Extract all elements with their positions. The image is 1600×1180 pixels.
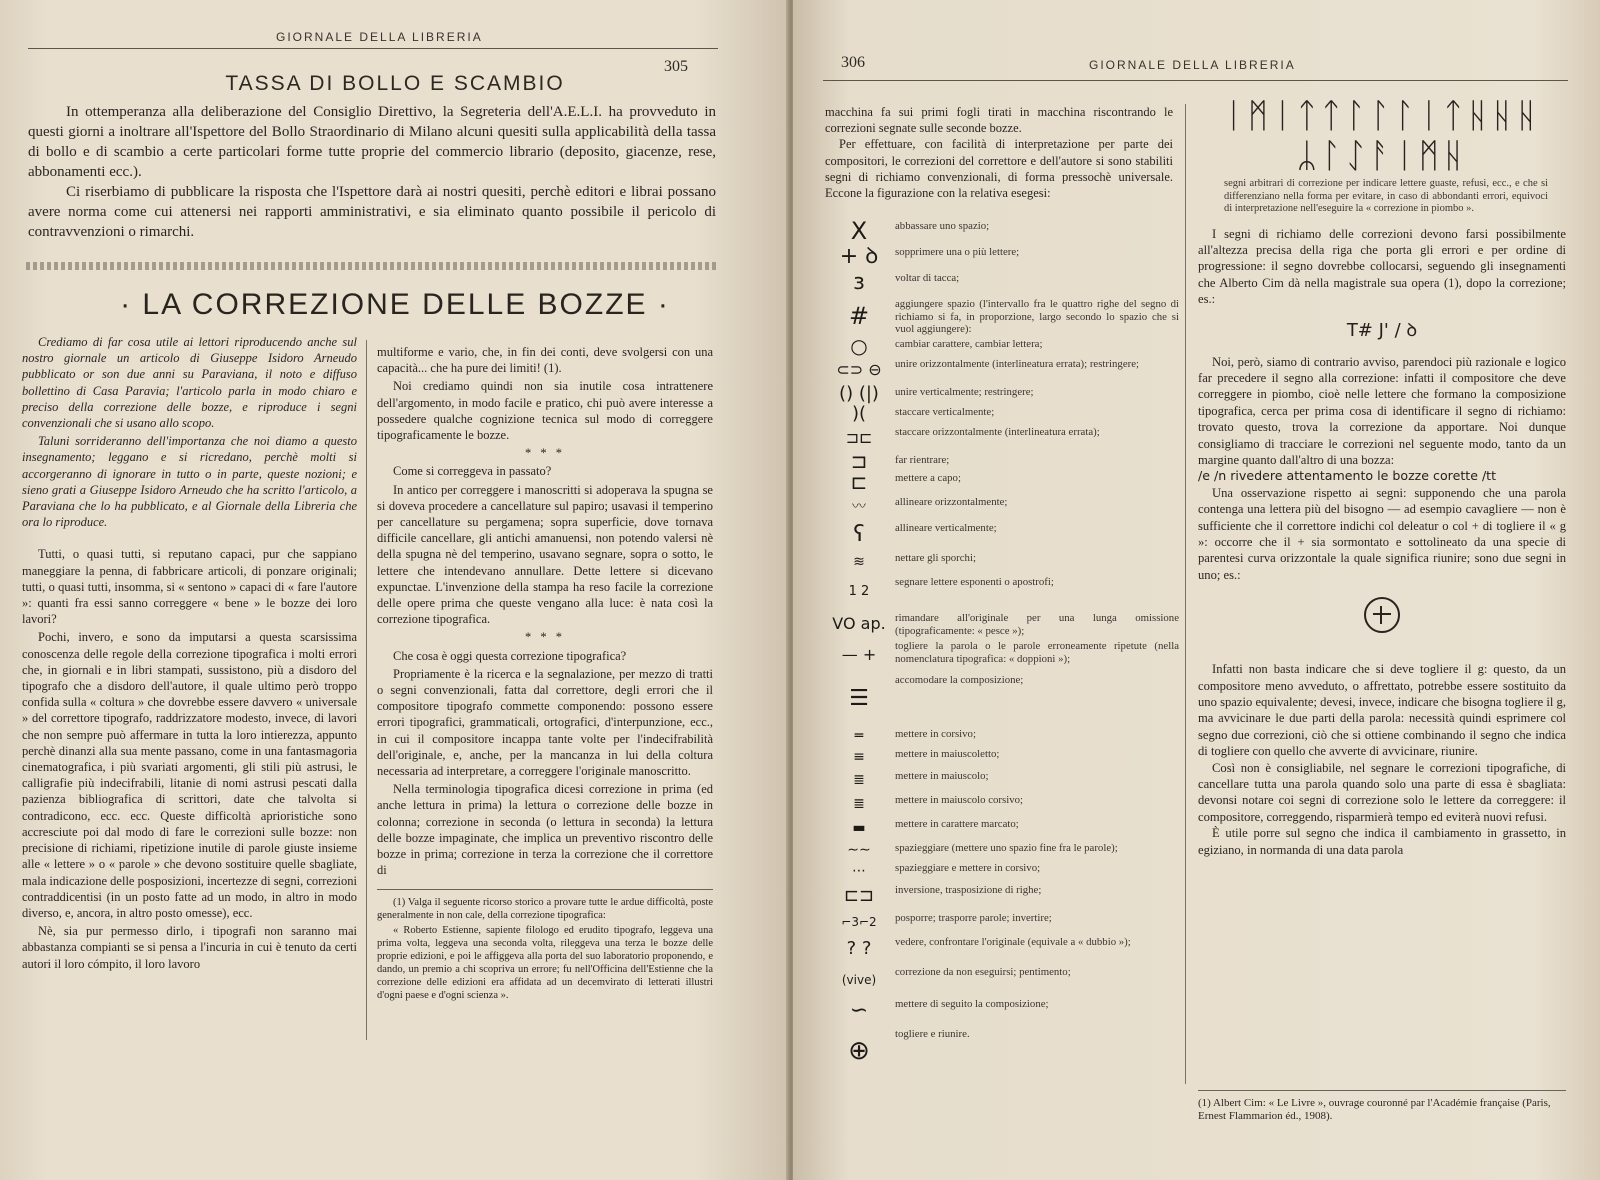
proof-sign-glyph: ʕ bbox=[853, 522, 865, 547]
proof-sign-row bbox=[823, 934, 1179, 964]
proof-sign-row bbox=[823, 726, 1179, 746]
proof-sign-description: unire orizzontalmente (interlineatura errata); restringere; bbox=[895, 358, 1140, 370]
body-paragraph: In antico per correggere i manoscritti si adoperava la spugna se si doveva procedere a cancellature sul papiro; usavasi il temperino per cancellature su pergamena; sopra superficie, dove tornava difficile cancellare, gli antichi amanuensi, non potendo valersi nè della spugna nè del temperino, usavano segnare, sopra o sotto, le lettere che intendevano annullare. Dette lettere si dicevano expunctae. L'invenzione della stampa ha reso facile la correzione delle opere prima che queste vengano alla luce: è nata così la correzione tipografica. bbox=[377, 482, 713, 627]
proof-sign-row bbox=[823, 840, 1179, 860]
left-page bbox=[0, 0, 790, 1180]
proof-sign-glyph: ⊐ bbox=[850, 449, 868, 473]
column-rule-left bbox=[366, 340, 367, 1040]
running-head-right: GIORNALE DELLA LIBRERIA bbox=[1089, 58, 1296, 72]
proof-sign-row bbox=[823, 610, 1179, 638]
proof-sign-description: rimandare all'originale per una lunga omissione (tipograficamente: « pesce »); bbox=[895, 612, 1179, 637]
proof-sign-row bbox=[823, 494, 1179, 520]
footnote-left bbox=[377, 889, 713, 1002]
header-rule-left bbox=[28, 48, 718, 49]
proof-sign-description: staccare orizzontalmente (interlineatura errata); bbox=[895, 426, 1100, 438]
body-paragraph: Tutti, o quasi tutti, si reputano capaci, pur che sappiano maneggiare la penna, di fabbricare articoli, di ponzare originali; tutti, o quasi tutti, insomma, si « sentono » capaci di « fare l'autore »: quanti fra essi sanno correggere « bene » le bozze dei loro lavori? bbox=[22, 547, 357, 627]
proof-sign-glyph: ≋ bbox=[853, 554, 865, 570]
correction-example-2: /e /n rivedere attentamento le bozze corette /tt bbox=[1198, 468, 1497, 484]
proof-sign-glyph: # bbox=[848, 302, 870, 330]
proof-sign-row bbox=[823, 424, 1179, 452]
proof-sign-description: aggiungere spazio (l'intervallo fra le quattro righe del segno di richiamo si fa, in proporzione, largo secondo lo spazio che si vuol aggiungere): bbox=[895, 298, 1179, 335]
proof-sign-description: mettere in carattere marcato; bbox=[895, 818, 1019, 830]
proof-sign-glyph: X bbox=[850, 217, 868, 245]
proof-sign-row bbox=[823, 882, 1179, 910]
proof-sign-glyph: 〰 bbox=[852, 499, 866, 515]
proof-sign-description: togliere la parola o le parole erroneamente ripetute (nella nomenclatura tipografica: « doppioni »); bbox=[895, 640, 1179, 665]
proof-sign-glyph: ≣ bbox=[853, 772, 865, 788]
proof-sign-row bbox=[823, 244, 1179, 270]
proof-sign-glyph: ⊐⊏ bbox=[845, 428, 873, 447]
intro-paragraph: Crediamo di far cosa utile ai lettori riproducendo anche sul nostro giornale un articolo di Giuseppe Isidoro Arneudo pubblicato or son due anni su Paraviana, il noto e diffuso bollettino di Casa Paravia; l'articolo parla in modo chiaro e preciso della correzione delle bozze, e riproduce i segni convenzionali che si usano allo scopo. bbox=[22, 335, 357, 431]
proof-sign-description: togliere e riunire. bbox=[895, 1028, 970, 1040]
right-column-1 bbox=[825, 104, 1173, 201]
section-separator: * * * bbox=[525, 630, 565, 645]
proof-sign-row bbox=[823, 449, 1179, 473]
proof-sign-row bbox=[823, 996, 1179, 1026]
proof-sign-glyph: )( bbox=[851, 403, 867, 424]
tassa-body bbox=[28, 102, 716, 242]
proof-sign-description: staccare verticalmente; bbox=[895, 406, 995, 418]
page-number-right: 306 bbox=[841, 54, 865, 71]
body-paragraph: Una osservazione rispetto ai segni: supponendo che una parola contenga una lettera più del bisogno — ad esempio cavagliere — non è sufficiente che il correttore indichi col deleatur o col + di togliere il « g »: occorre che il + sia sormontato e sottolineato da una specie di parentesi curva orizzontale la quale significa riunire; sono due segni in uno; es.: bbox=[1198, 485, 1566, 582]
proof-sign-description: mettere a capo; bbox=[895, 472, 961, 484]
body-paragraph: Così non è consigliabile, nel segnare le correzioni tipografiche, di cancellare tutta una parola quando solo una parte di essa è sbagliata: devonsi notare coi segni di correzione solo le lettere da correggere: il compositore, correggendo, risparmierà tempo ed eviterà nuovi refusi. bbox=[1198, 760, 1566, 824]
proof-sign-description: posporre; trasporre parole; invertire; bbox=[895, 912, 1052, 924]
proof-sign-description: voltar di tacca; bbox=[895, 272, 960, 284]
proof-sign-row bbox=[823, 816, 1179, 840]
proof-sign-row bbox=[823, 792, 1179, 816]
proof-sign-row bbox=[823, 270, 1179, 296]
proof-sign-glyph: ⌐3⌐2 bbox=[841, 915, 877, 929]
body-paragraph: Per effettuare, con facilità di interpretazione per parte dei compositori, le correzioni del correttore e dell'autore si sono stabiliti segni di richiamo convenzionali, di forma pressochè universale. Eccone la figurazione con la relativa esegesi: bbox=[825, 137, 1173, 201]
proof-sign-row bbox=[823, 356, 1179, 384]
header-rule-right bbox=[823, 80, 1568, 81]
subheading: Che cosa è oggi questa correzione tipografica? bbox=[393, 648, 627, 663]
proof-sign-glyph: ═ bbox=[854, 728, 864, 744]
proof-sign-description: mettere in maiuscoletto; bbox=[895, 748, 1000, 760]
proof-sign-row bbox=[823, 384, 1179, 404]
proof-sign-description: correzione da non eseguirsi; pentimento; bbox=[895, 966, 1071, 978]
proof-sign-glyph: () (|) bbox=[839, 383, 879, 404]
proof-sign-description: mettere in maiuscolo corsivo; bbox=[895, 794, 1024, 806]
proof-sign-glyph: ⊂⊃ ⊖ bbox=[836, 360, 882, 379]
section-separator: * * * bbox=[525, 446, 565, 461]
proof-sign-row bbox=[823, 964, 1179, 996]
right-page bbox=[793, 0, 1600, 1180]
proof-sign-row bbox=[823, 550, 1179, 574]
subheading: Come si correggeva in passato? bbox=[393, 464, 552, 479]
proof-sign-description: nettare gli sporchi; bbox=[895, 552, 976, 564]
proof-sign-description: spazieggiare (mettere uno spazio fine fra le parole); bbox=[895, 842, 1118, 854]
proof-sign-glyph: + ꝺ bbox=[839, 244, 879, 269]
running-head-left: GIORNALE DELLA LIBRERIA bbox=[276, 30, 483, 44]
body-paragraph: Noi, però, siamo di contrario avviso, parendoci più razionale e logico far precedere il segno alla correzione: infatti il compositore che deve correggere in piombo, cioè nelle lettere che formano la composizione tipografica, cerca per prima cosa di identificare il segno di richiamo: trovato questo, trova la correzione da apportare. Noi dunque consigliamo di tracciare le correzioni nel seguente modo, tanto da un margine quanto dall'altro di una bozza: bbox=[1198, 354, 1566, 467]
proof-sign-row bbox=[823, 746, 1179, 768]
proof-sign-description: unire verticalmente; restringere; bbox=[895, 386, 1034, 398]
intro-paragraph: Taluni sorrideranno dell'importanza che noi diamo a questo insegnamento; leggano e si ricredano, perchè molti si accorgeranno di ignorare in tutto o in parte, queste nozioni; e sieno grati a Giuseppe Isidoro Arneudo che ha scritto l'articolo, a Paraviana che lo ha pubblicato, e al Giornale della Libreria che ora lo riproduce. bbox=[22, 434, 357, 530]
proof-sign-description: abbassare uno spazio; bbox=[895, 220, 990, 232]
rune-signs-line-1: ᛁᛗᛁᛏᛏᛚᛚᛚᛁᛏᚺᚺᚺ bbox=[1223, 96, 1541, 136]
proof-sign-row bbox=[823, 336, 1179, 356]
footnote-text: (1) Valga il seguente ricorso storico a provare tutte le ardue difficoltà, poste generalmente in non cale, della correzione tipografica: bbox=[377, 896, 713, 921]
proof-sign-glyph: — + bbox=[841, 645, 877, 664]
proof-sign-glyph: ≣ bbox=[853, 796, 865, 812]
proof-sign-row bbox=[823, 404, 1179, 424]
proof-sign-description: mettere in corsivo; bbox=[895, 728, 976, 740]
proof-sign-description: vedere, confrontare l'originale (equivale a « dubbio »); bbox=[895, 936, 1131, 948]
body-paragraph: Pochi, invero, e sono da imputarsi a questa scarsissima conoscenza delle regole della correzione tipografica i molti errori che, in giornali e in libri stampati, sussistono, più a disdoro del tipografo che a disdoro dell'autore, il quale ultimo però troppo confida sulla « coltura » che dovrebbe essere davvero « universale » del correttore tipografo, raddrizzatore modesto, invece, di lavori che non sempre può affermare in tutta la loro intierezza, appunto perchè dinanzi alla sua mente passano, come in una fantasmagoria cinematografica, i più svariati argomenti, gli stili più astrusi, le calligrafie più indecifrabili, litanie di nomi astrusi pescati dalla pazienza bibliografica di scrittori, date che talvolta si contradicono, ecc. ecc. Queste difficoltà aprioristiche sono accresciute poi dal modo di fare le correzioni sulle bozze: non precisione di richiami, ripetizione inutile di parole giuste insieme alle « lettere » o « parole » che devono sostituire quelle sbagliate, mala indicazione delle posposizioni, incertezze di segni, correzioni contraddicentisi (in un posto fatte ad un modo, in altro in modo diverso, e, ancora, in altro posto omesse), ecc. bbox=[22, 630, 357, 920]
body-paragraph: Noi crediamo quindi non sia inutile cosa intrattenere dell'argomento, in modo facile e pratico, chi può avere interesse a possedere qualche cognizione tecnica sul modo di correggere tipograficamente le bozze. bbox=[377, 379, 713, 443]
body-paragraph: multiforme e vario, che, in fin dei conti, deve svolgersi con una capacità... che ha pure dei limiti! (1). bbox=[377, 345, 713, 376]
body-paragraph: Propriamente è la ricerca e la segnalazione, per mezzo di tratti o segni convenzionali, fatta dal correttore, degli errori che il compositore tipografo commette componendo: possono essere errori tipografici, grammaticali, ortografici, d'interpunzione, ecc., in cui il compositore incappa tante volte per l'indecifrabilità dell'originale, e, anche, per la mancanza in lui della coltura necessaria ad interpretare, a correggere l'originale manoscritto. bbox=[377, 666, 713, 779]
proof-sign-glyph: ○ bbox=[850, 334, 868, 358]
circle-plus-icon bbox=[1364, 597, 1400, 633]
body-paragraph: I segni di richiamo delle correzioni devono farsi possibilmente all'altezza precisa della riga che porta gli errori e per ordine di progressione: il segno dovrebbe collocarsi, seguendo gli insegnamenti che Alberto Cim dà nella magistrale sua opera (1), dopo la correzione; es.: bbox=[1198, 226, 1566, 307]
right-column-2 bbox=[1198, 96, 1566, 858]
proof-sign-row bbox=[823, 672, 1179, 726]
proof-sign-glyph: VO ap. bbox=[832, 614, 886, 633]
proof-sign-row bbox=[823, 520, 1179, 550]
proof-sign-description: sopprimere una o più lettere; bbox=[895, 246, 1020, 258]
footnote-right: (1) Albert Cim: « Le Livre », ouvrage couronné par l'Académie française (Paris, Ernest Flammarion éd., 1908). bbox=[1198, 1090, 1566, 1123]
proof-sign-row bbox=[823, 638, 1179, 672]
proof-sign-description: allineare orizzontalmente; bbox=[895, 496, 1008, 508]
tassa-paragraph: In ottemperanza alla deliberazione del Consiglio Direttivo, la Segreteria dell'A.E.L.I. ha provveduto in questi giorni a inoltrare all'Ispettore del Bollo Straordinario di Milano alcuni quesiti sulla applicabilità della tassa di bollo e di scambio a certe particolari forme tutte proprie del commercio librario (deposito, giacenze, rese, abbonamenti ecc.). bbox=[28, 104, 716, 180]
rune-caption: segni arbitrari di correzione per indicare lettere guaste, refusi, ecc., e che si differenziano nella forma per evitare, in caso di abbondanti errori, equivoci di interpretazione nell'eseguire la « correzione in piombo ». bbox=[1224, 178, 1548, 214]
proof-sign-glyph: ▬ bbox=[852, 820, 866, 836]
proof-sign-description: far rientrare; bbox=[895, 454, 950, 466]
column-rule-right bbox=[1185, 104, 1186, 1084]
proof-sign-glyph: ? ? bbox=[846, 938, 872, 959]
footnote-text: « Roberto Estienne, sapiente filologo ed erudito tipografo, leggeva una prima volta, leggeva una seconda volta, rileggeva una terza le bozze delle proprie edizioni, e poi le affiggeva alla porta del suo laboratorio proponendo, e dando, un premio a chi scopriva un errore; fu nell'Officina dell'Estienne che la correzione delle edizioni era affidata ad un decemvirato di letterati illustri d'ogni paese e d'ogni scienza ». bbox=[377, 924, 713, 1001]
proof-sign-row bbox=[823, 910, 1179, 934]
ornamental-divider bbox=[26, 262, 716, 270]
body-paragraph: È utile porre sul segno che indica il cambiamento in grassetto, in egiziano, in normanda di una data parola bbox=[1198, 826, 1566, 857]
body-paragraph: Nè, sia pur permesso dirlo, i tipografi non saranno mai abbastanza compianti se si pensa a l'incuria in cui è tenuto da certi autori il loro cómpito, il loro lavoro bbox=[22, 924, 357, 971]
proof-sign-glyph: ⋯ bbox=[852, 863, 866, 879]
article-title: · LA CORREZIONE DELLE BOZZE · bbox=[120, 288, 670, 321]
tassa-paragraph: Ci riserbiamo di pubblicare la risposta che l'Ispettore darà ai nostri quesiti, perchè editori e librai possano avere norma come cui attenersi nei rapporti amministrativi, e sia eliminato quanto possibile il pericolo di contravvenzioni o rimarchi. bbox=[28, 184, 716, 240]
proof-sign-row bbox=[823, 1026, 1179, 1076]
proof-sign-description: spazieggiare e mettere in corsivo; bbox=[895, 862, 1041, 874]
left-column-2 bbox=[377, 344, 713, 1004]
proof-sign-row bbox=[823, 470, 1179, 494]
proof-sign-glyph: ⊏⊐ bbox=[843, 885, 875, 906]
proof-sign-glyph: ∼∼ bbox=[847, 842, 871, 858]
proof-sign-description: mettere in maiuscolo; bbox=[895, 770, 989, 782]
proof-sign-glyph: ∽ bbox=[849, 998, 869, 1023]
proof-sign-glyph: ☰ bbox=[849, 686, 869, 711]
proof-sign-glyph: ⊕ bbox=[848, 1036, 870, 1066]
tassa-title: TASSA DI BOLLO E SCAMBIO bbox=[225, 72, 565, 95]
proof-sign-glyph: (vive) bbox=[841, 973, 877, 987]
proof-sign-glyph: 1 2 bbox=[848, 584, 870, 599]
proof-sign-row bbox=[823, 860, 1179, 882]
proof-sign-description: accomodare la composizione; bbox=[895, 674, 1024, 686]
proof-sign-row bbox=[823, 218, 1179, 244]
page-number-left: 305 bbox=[664, 58, 688, 75]
proof-sign-glyph: ɜ bbox=[853, 270, 865, 295]
proof-sign-row bbox=[823, 296, 1179, 336]
proof-sign-row bbox=[823, 768, 1179, 792]
proof-sign-description: inversione, trasposizione di righe; bbox=[895, 884, 1042, 896]
proof-sign-description: mettere di seguito la composizione; bbox=[895, 998, 1049, 1010]
body-paragraph: macchina fa sui primi fogli tirati in macchina riscontrando le correzioni segnate sulle seconde bozze. bbox=[825, 105, 1173, 136]
proof-sign-description: allineare verticalmente; bbox=[895, 522, 997, 534]
left-column-1 bbox=[22, 334, 357, 974]
proof-signs-list bbox=[823, 218, 1179, 1076]
correction-example-1: T# J' / ꝺ bbox=[1346, 319, 1418, 341]
proof-sign-row bbox=[823, 574, 1179, 610]
proof-sign-description: cambiar carattere, cambiar lettera; bbox=[895, 338, 1043, 350]
rune-signs-line-2: ᛦᛚᛇᚨᛁᛗᚺ bbox=[1296, 136, 1468, 176]
body-paragraph: Nella terminologia tipografica dicesi correzione in prima (ed anche lettura in prima) la lettura o correzione delle bozze in colonna; correzione in seconda (o lettura in seconda) la lettura delle bozze impaginate, che implica un preventivo riscontro delle bozze in prima; correzione in terza la correzione che il correttore di bbox=[377, 782, 713, 878]
proof-sign-glyph: ≡ bbox=[853, 749, 865, 765]
proof-sign-description: segnare lettere esponenti o apostrofi; bbox=[895, 576, 1054, 588]
body-paragraph: Infatti non basta indicare che si deve togliere il g: questo, da un compositore meno avveduto, o affrettato, potrebbe essere sostituito da uno spazio equivalente; devesi, invece, indicare che bisogna togliere il g, ma avvicinare le due parti della parola: necessità quindi esprimere col segno due correzioni, ciò che si ottiene combinando il segno che indica di togliere con quello che avverte di avvicinare, riunire. bbox=[1198, 662, 1566, 759]
proof-sign-glyph: ⊏ bbox=[850, 470, 868, 494]
